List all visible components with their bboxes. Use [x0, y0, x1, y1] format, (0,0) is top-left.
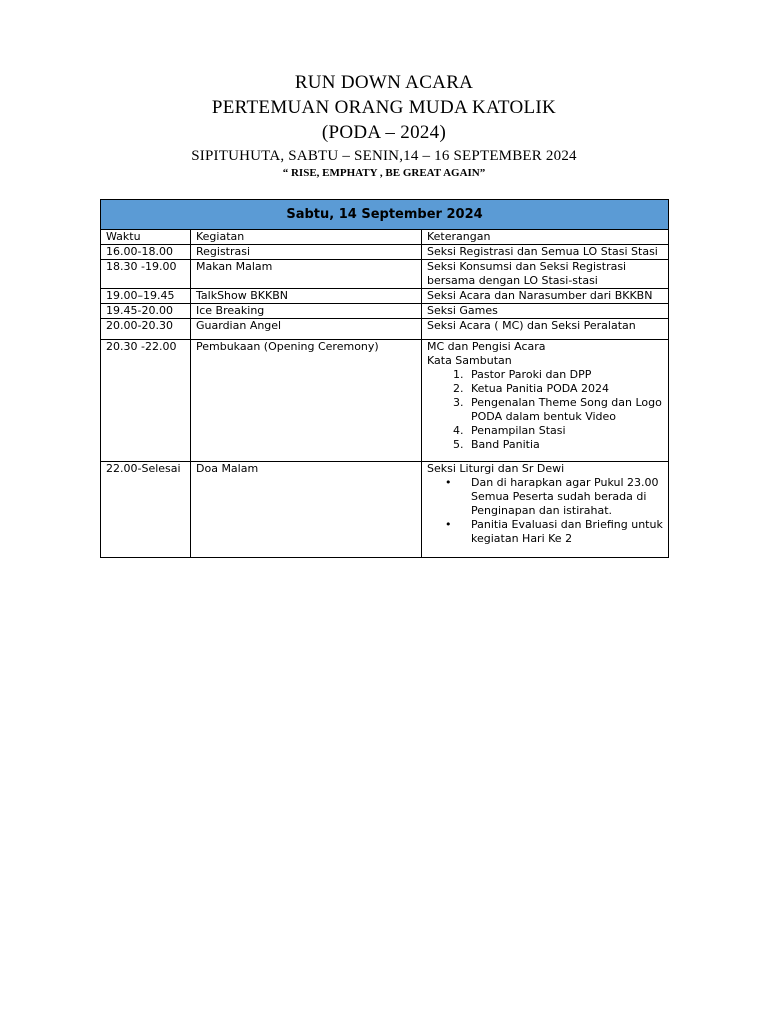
rundown-table	[100, 199, 669, 558]
column-header-row	[101, 230, 669, 245]
time-cell: 19.45-20.00	[101, 304, 191, 319]
note-cell: Seksi Konsumsi dan Seksi Registrasi bersama dengan LO Stasi-stasi	[422, 260, 669, 289]
bullet-icon: •	[445, 518, 452, 531]
table-row	[101, 260, 669, 289]
time-cell: 22.00-Selesai	[101, 462, 191, 558]
day-title: Sabtu, 14 September 2024	[101, 200, 669, 230]
day-header-row	[101, 200, 669, 230]
list-item: 3. Pengenalan Theme Song dan Logo PODA dalam bentuk Video	[467, 396, 663, 424]
event-location-date: SIPITUHUTA, SABTU – SENIN,14 – 16 SEPTEMBER 2024	[191, 148, 577, 164]
note-cell: Seksi Acara ( MC) dan Seksi Peralatan	[422, 319, 669, 340]
note-cell	[422, 340, 669, 462]
column-header-time: Waktu	[101, 230, 191, 245]
note-line: MC dan Pengisi Acara	[427, 340, 546, 353]
column-header-activity: Kegiatan	[191, 230, 422, 245]
document-header	[0, 70, 768, 180]
column-header-note: Keterangan	[422, 230, 669, 245]
activity-cell: Doa Malam	[191, 462, 422, 558]
time-cell: 20.30 -22.00	[101, 340, 191, 462]
activity-cell: Guardian Angel	[191, 319, 422, 340]
note-cell: Seksi Acara dan Narasumber dari BKKBN	[422, 289, 669, 304]
activity-cell: Ice Breaking	[191, 304, 422, 319]
list-item: 1. Pastor Paroki dan DPP	[467, 368, 663, 382]
note-cell	[422, 462, 669, 558]
list-item: 5. Band Panitia	[467, 438, 663, 452]
activity-cell: Makan Malam	[191, 260, 422, 289]
table-row	[101, 304, 669, 319]
time-cell: 19.00–19.45	[101, 289, 191, 304]
activity-cell: Registrasi	[191, 245, 422, 260]
list-item	[445, 518, 663, 546]
table-row	[101, 462, 669, 558]
list-item: 2. Ketua Panitia PODA 2024	[467, 382, 663, 396]
event-theme: “ RISE, EMPHATY , BE GREAT AGAIN”	[282, 167, 486, 179]
time-cell: 20.00-20.30	[101, 319, 191, 340]
event-name: PERTEMUAN ORANG MUDA KATOLIK	[211, 97, 557, 118]
list-item: 4. Penampilan Stasi	[467, 424, 663, 438]
event-title: RUN DOWN ACARA	[294, 72, 474, 93]
time-cell: 16.00-18.00	[101, 245, 191, 260]
note-cell: Seksi Games	[422, 304, 669, 319]
table-row	[101, 340, 669, 462]
activity-cell: Pembukaan (Opening Ceremony)	[191, 340, 422, 462]
list-item	[445, 476, 663, 518]
list-item-text: Dan di harapkan agar Pukul 23.00 Semua Peserta sudah berada di Penginapan dan istirahat.	[471, 476, 659, 517]
bullet-list	[427, 476, 663, 546]
table-row	[101, 319, 669, 340]
event-code: (PODA – 2024)	[321, 122, 447, 143]
note-cell: Seksi Registrasi dan Semua LO Stasi Stasi	[422, 245, 669, 260]
table-row	[101, 245, 669, 260]
list-item-text: Panitia Evaluasi dan Briefing untuk kegiatan Hari Ke 2	[471, 518, 663, 545]
table-row	[101, 289, 669, 304]
time-cell: 18.30 -19.00	[101, 260, 191, 289]
note-line: Seksi Liturgi dan Sr Dewi	[427, 462, 565, 475]
bullet-icon: •	[445, 476, 452, 489]
speech-list	[427, 368, 663, 452]
activity-cell: TalkShow BKKBN	[191, 289, 422, 304]
note-line: Kata Sambutan	[427, 354, 512, 367]
